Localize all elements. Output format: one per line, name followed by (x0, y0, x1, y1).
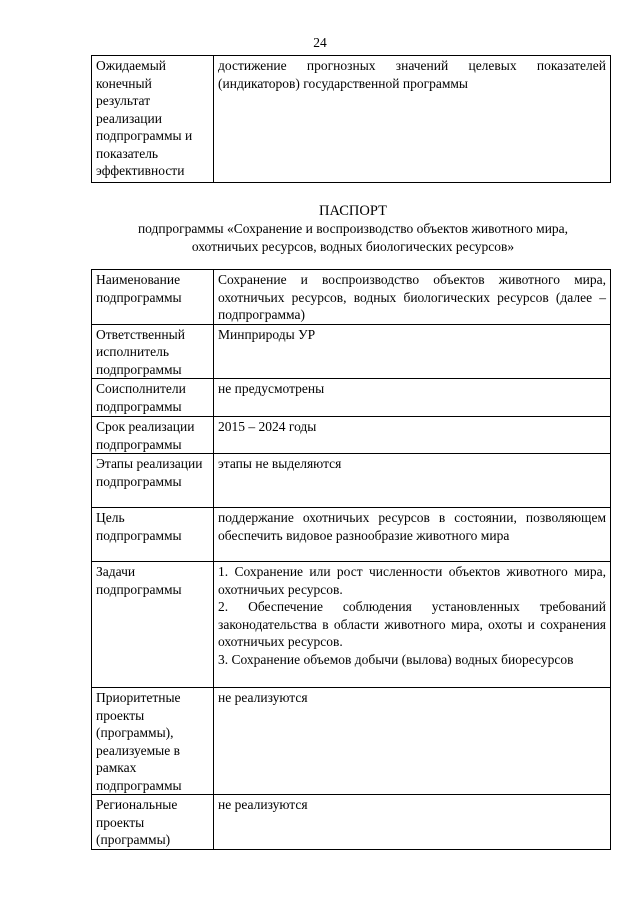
passport-title: ПАСПОРТ (319, 203, 387, 219)
row-label: Региональные проекты (программы) (92, 795, 214, 850)
table-row (92, 270, 611, 325)
row-label: Цель подпрограммы (92, 508, 214, 562)
table-row (92, 688, 611, 795)
passport-table (91, 269, 611, 850)
row-value: Сохранение и воспроизводство объектов животного мира, охотничьих ресурсов, водных биологических ресурсов (далее – подпрограмма) (214, 270, 611, 325)
row-value: не реализуются (214, 688, 611, 795)
row-label: Срок реализации подпрограммы (92, 417, 214, 454)
row-label: Ожидаемый конечный результат реализации подпрограммы и показатель эффективности (92, 56, 214, 183)
row-value: не реализуются (214, 795, 611, 850)
row-value: Минприроды УР (214, 324, 611, 379)
row-label: Приоритетные проекты (программы), реализуемые в рамках подпрограммы (92, 688, 214, 795)
table-row (92, 56, 611, 183)
page-number: 24 (313, 35, 327, 50)
task-item-2: 2. Обеспечение соблюдения установленных требований законодательства в области животного мира, охоты и сохранения охотничьих ресурсов. (218, 599, 606, 649)
table-row (92, 795, 611, 850)
table-row (92, 508, 611, 562)
table-row (92, 379, 611, 417)
table-row (92, 454, 611, 508)
table-row (92, 417, 611, 454)
row-value: достижение прогнозных значений целевых показателей (индикаторов) государственной программы (214, 56, 611, 183)
row-value: 2015 – 2024 годы (214, 417, 611, 454)
row-label: Задачи подпрограммы (92, 562, 214, 688)
passport-subtitle-line-2: охотничьих ресурсов, водных биологических ресурсов» (191, 238, 515, 254)
task-item-3: 3. Сохранение объемов добычи (вылова) водных биоресурсов (218, 651, 574, 667)
table-row (92, 324, 611, 379)
tasks-cell (214, 562, 611, 688)
passport-subtitle (80, 220, 626, 255)
row-label: Ответственный исполнитель подпрограммы (92, 324, 214, 379)
row-label: Соисполнители подпрограммы (92, 379, 214, 417)
row-value: поддержание охотничьих ресурсов в состоянии, позволяющем обеспечить видовое разнообразие животного мира (214, 508, 611, 562)
row-label: Наименование подпрограммы (92, 270, 214, 325)
table-row (92, 562, 611, 688)
row-label: Этапы реализации подпрограммы (92, 454, 214, 508)
expected-result-table (91, 55, 611, 183)
passport-subtitle-line-1: подпрограммы «Сохранение и воспроизводство объектов животного мира, (137, 221, 569, 236)
task-item-1: 1. Сохранение или рост численности объектов животного мира, охотничьих ресурсов. (218, 564, 606, 597)
row-value: не предусмотрены (214, 379, 611, 417)
row-value: этапы не выделяются (214, 454, 611, 508)
